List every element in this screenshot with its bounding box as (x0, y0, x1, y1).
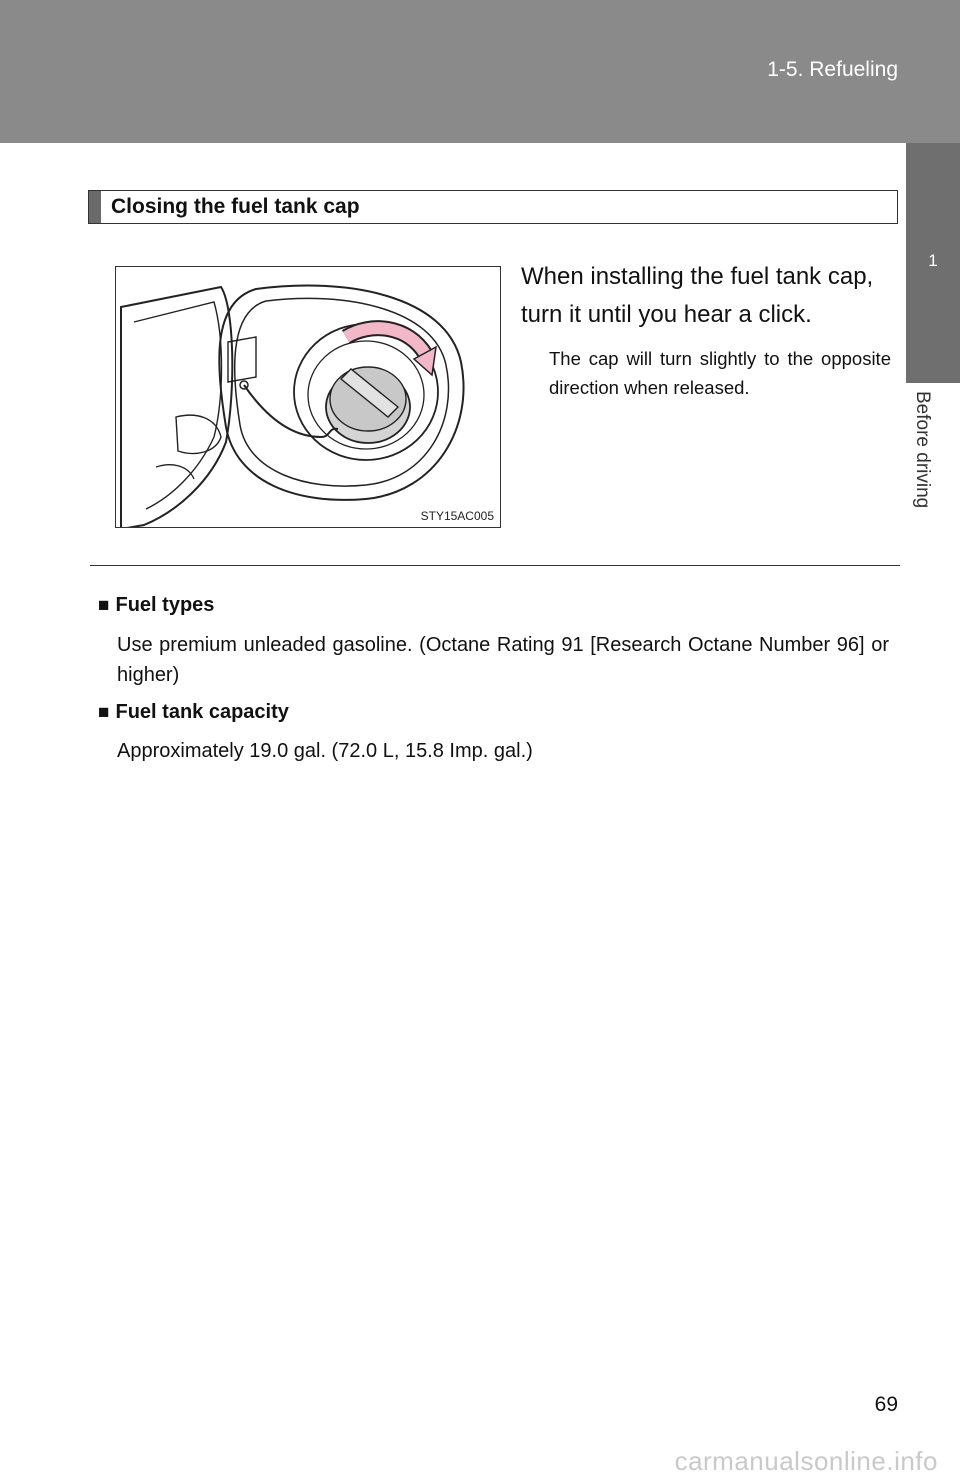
chapter-number: 1 (928, 251, 938, 270)
figure-code: STY15AC005 (420, 509, 494, 523)
item-title-fuel-types (98, 594, 214, 617)
chapter-label (906, 383, 960, 543)
heading-marker (89, 191, 101, 223)
instruction-note: The cap will turn slightly to the opposite direction when released. (549, 348, 891, 398)
watermark: carmanualsonline.info (674, 1446, 938, 1476)
bullet-icon: ■ (98, 595, 110, 616)
section-heading-box (88, 190, 898, 224)
item-body-fuel-types: Use premium unleaded gasoline. (Octane Rating 91 [Research Octane Number 96] or higher) (117, 634, 889, 686)
item-body-fuel-tank-capacity: Approximately 19.0 gal. (72.0 L, 15.8 Imp. gal.) (117, 740, 533, 762)
header-section-title: 1-5. Refueling (767, 58, 898, 81)
item-title-text: Fuel tank capacity (115, 701, 289, 723)
instruction-text: When installing the fuel tank cap, turn it until you hear a click. (521, 263, 874, 328)
header-band (0, 0, 960, 143)
chapter-title: Before driving (912, 391, 933, 509)
chapter-tab (906, 143, 960, 383)
section-divider (90, 565, 900, 566)
item-title-fuel-tank-capacity (98, 701, 289, 724)
bullet-icon: ■ (98, 702, 110, 723)
fuel-cap-drawing (116, 267, 501, 528)
item-title-text: Fuel types (115, 594, 215, 616)
page-number: 69 (874, 1393, 898, 1416)
section-heading: Closing the fuel tank cap (111, 195, 360, 218)
fuel-cap-illustration (115, 266, 501, 528)
